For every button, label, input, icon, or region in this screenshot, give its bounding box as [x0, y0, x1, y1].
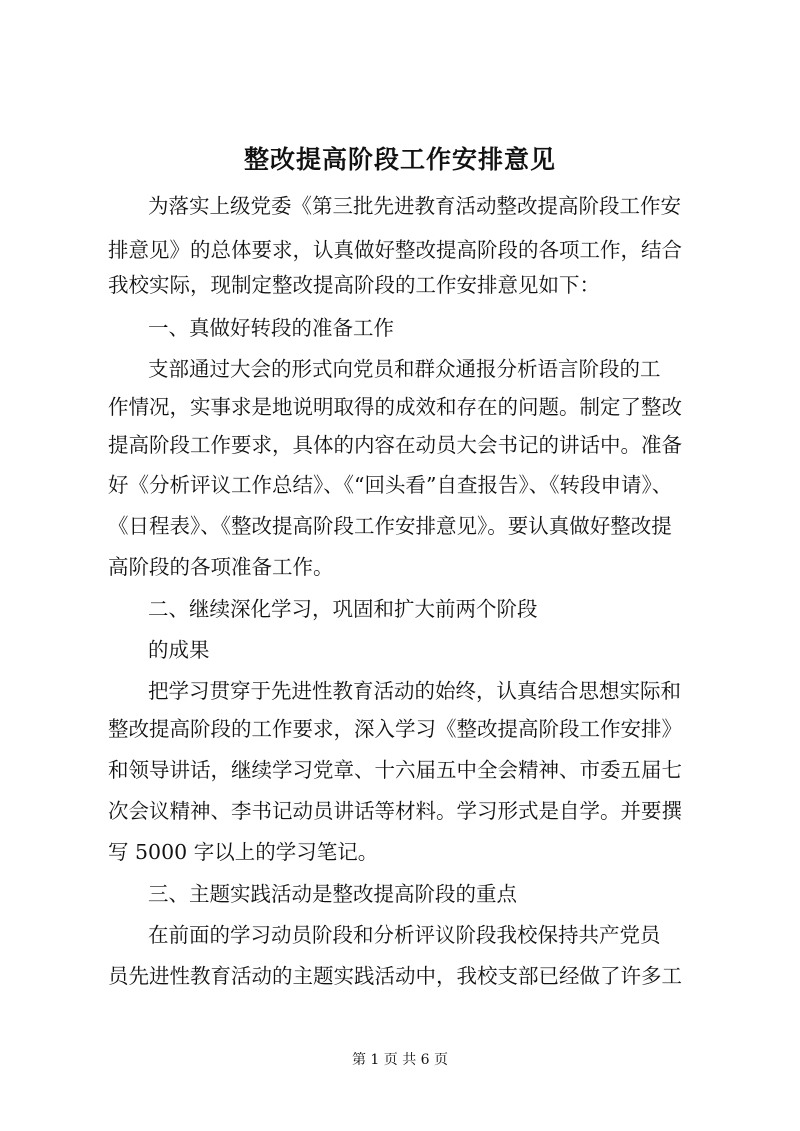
document-title: 整改提高阶段工作安排意见 — [243, 145, 556, 174]
paragraph-line: 《日程表》、《整改提高阶段工作安排意见》。要认真做好整改提 — [108, 514, 672, 538]
section-heading: 一、真做好转段的准备工作 — [148, 316, 394, 340]
paragraph-line: 高阶段的各项准备工作。 — [108, 555, 334, 579]
paragraph-line: 排意见》的总体要求，认真做好整改提高阶段的各项工作，结合 — [108, 238, 682, 262]
paragraph-line: 把学习贯穿于先进性教育活动的始终，认真结合思想实际和 — [148, 679, 681, 703]
paragraph-line: 整改提高阶段的工作要求，深入学习《整改提高阶段工作安排》 — [108, 717, 682, 741]
paragraph-line: 和领导讲话，继续学习党章、十六届五中全会精神、市委五届七 — [108, 758, 682, 782]
paragraph-line: 在前面的学习动员阶段和分析评议阶段我校保持共产党员 — [148, 923, 661, 947]
paragraph-line: 次会议精神、李书记动员讲话等材料。学习形式是自学。并要撰 — [108, 799, 682, 823]
section-heading: 三、主题实践活动是整改提高阶段的重点 — [148, 882, 517, 906]
paragraph-line: 好《分析评议工作总结》、《“回头看”自查报告》、《转段申请》、 — [108, 473, 673, 497]
paragraph-line: 员先进性教育活动的主题实践活动中，我校支部已经做了许多工 — [108, 964, 682, 988]
section-heading: 二、继续深化学习，巩固和扩大前两个阶段 — [148, 597, 538, 621]
paragraph-line: 为落实上级党委《第三批先进教育活动整改提高阶段工作安 — [148, 194, 681, 218]
paragraph-line: 支部通过大会的形式向党员和群众通报分析语言阶段的工 — [148, 357, 661, 381]
paragraph-line: 我校实际，现制定整改提高阶段的工作安排意见如下： — [108, 273, 600, 297]
paragraph-line: 作情况，实事求是地说明取得的成效和存在的问题。制定了整改 — [108, 395, 682, 419]
page-footer: 第 1 页 共 6 页 — [351, 1052, 449, 1068]
paragraph-line: 提高阶段工作要求，具体的内容在动员大会书记的讲话中。准备 — [108, 433, 682, 457]
paragraph-line: 写 5000 字以上的学习笔记。 — [108, 840, 379, 864]
section-heading-continued: 的成果 — [148, 638, 210, 662]
